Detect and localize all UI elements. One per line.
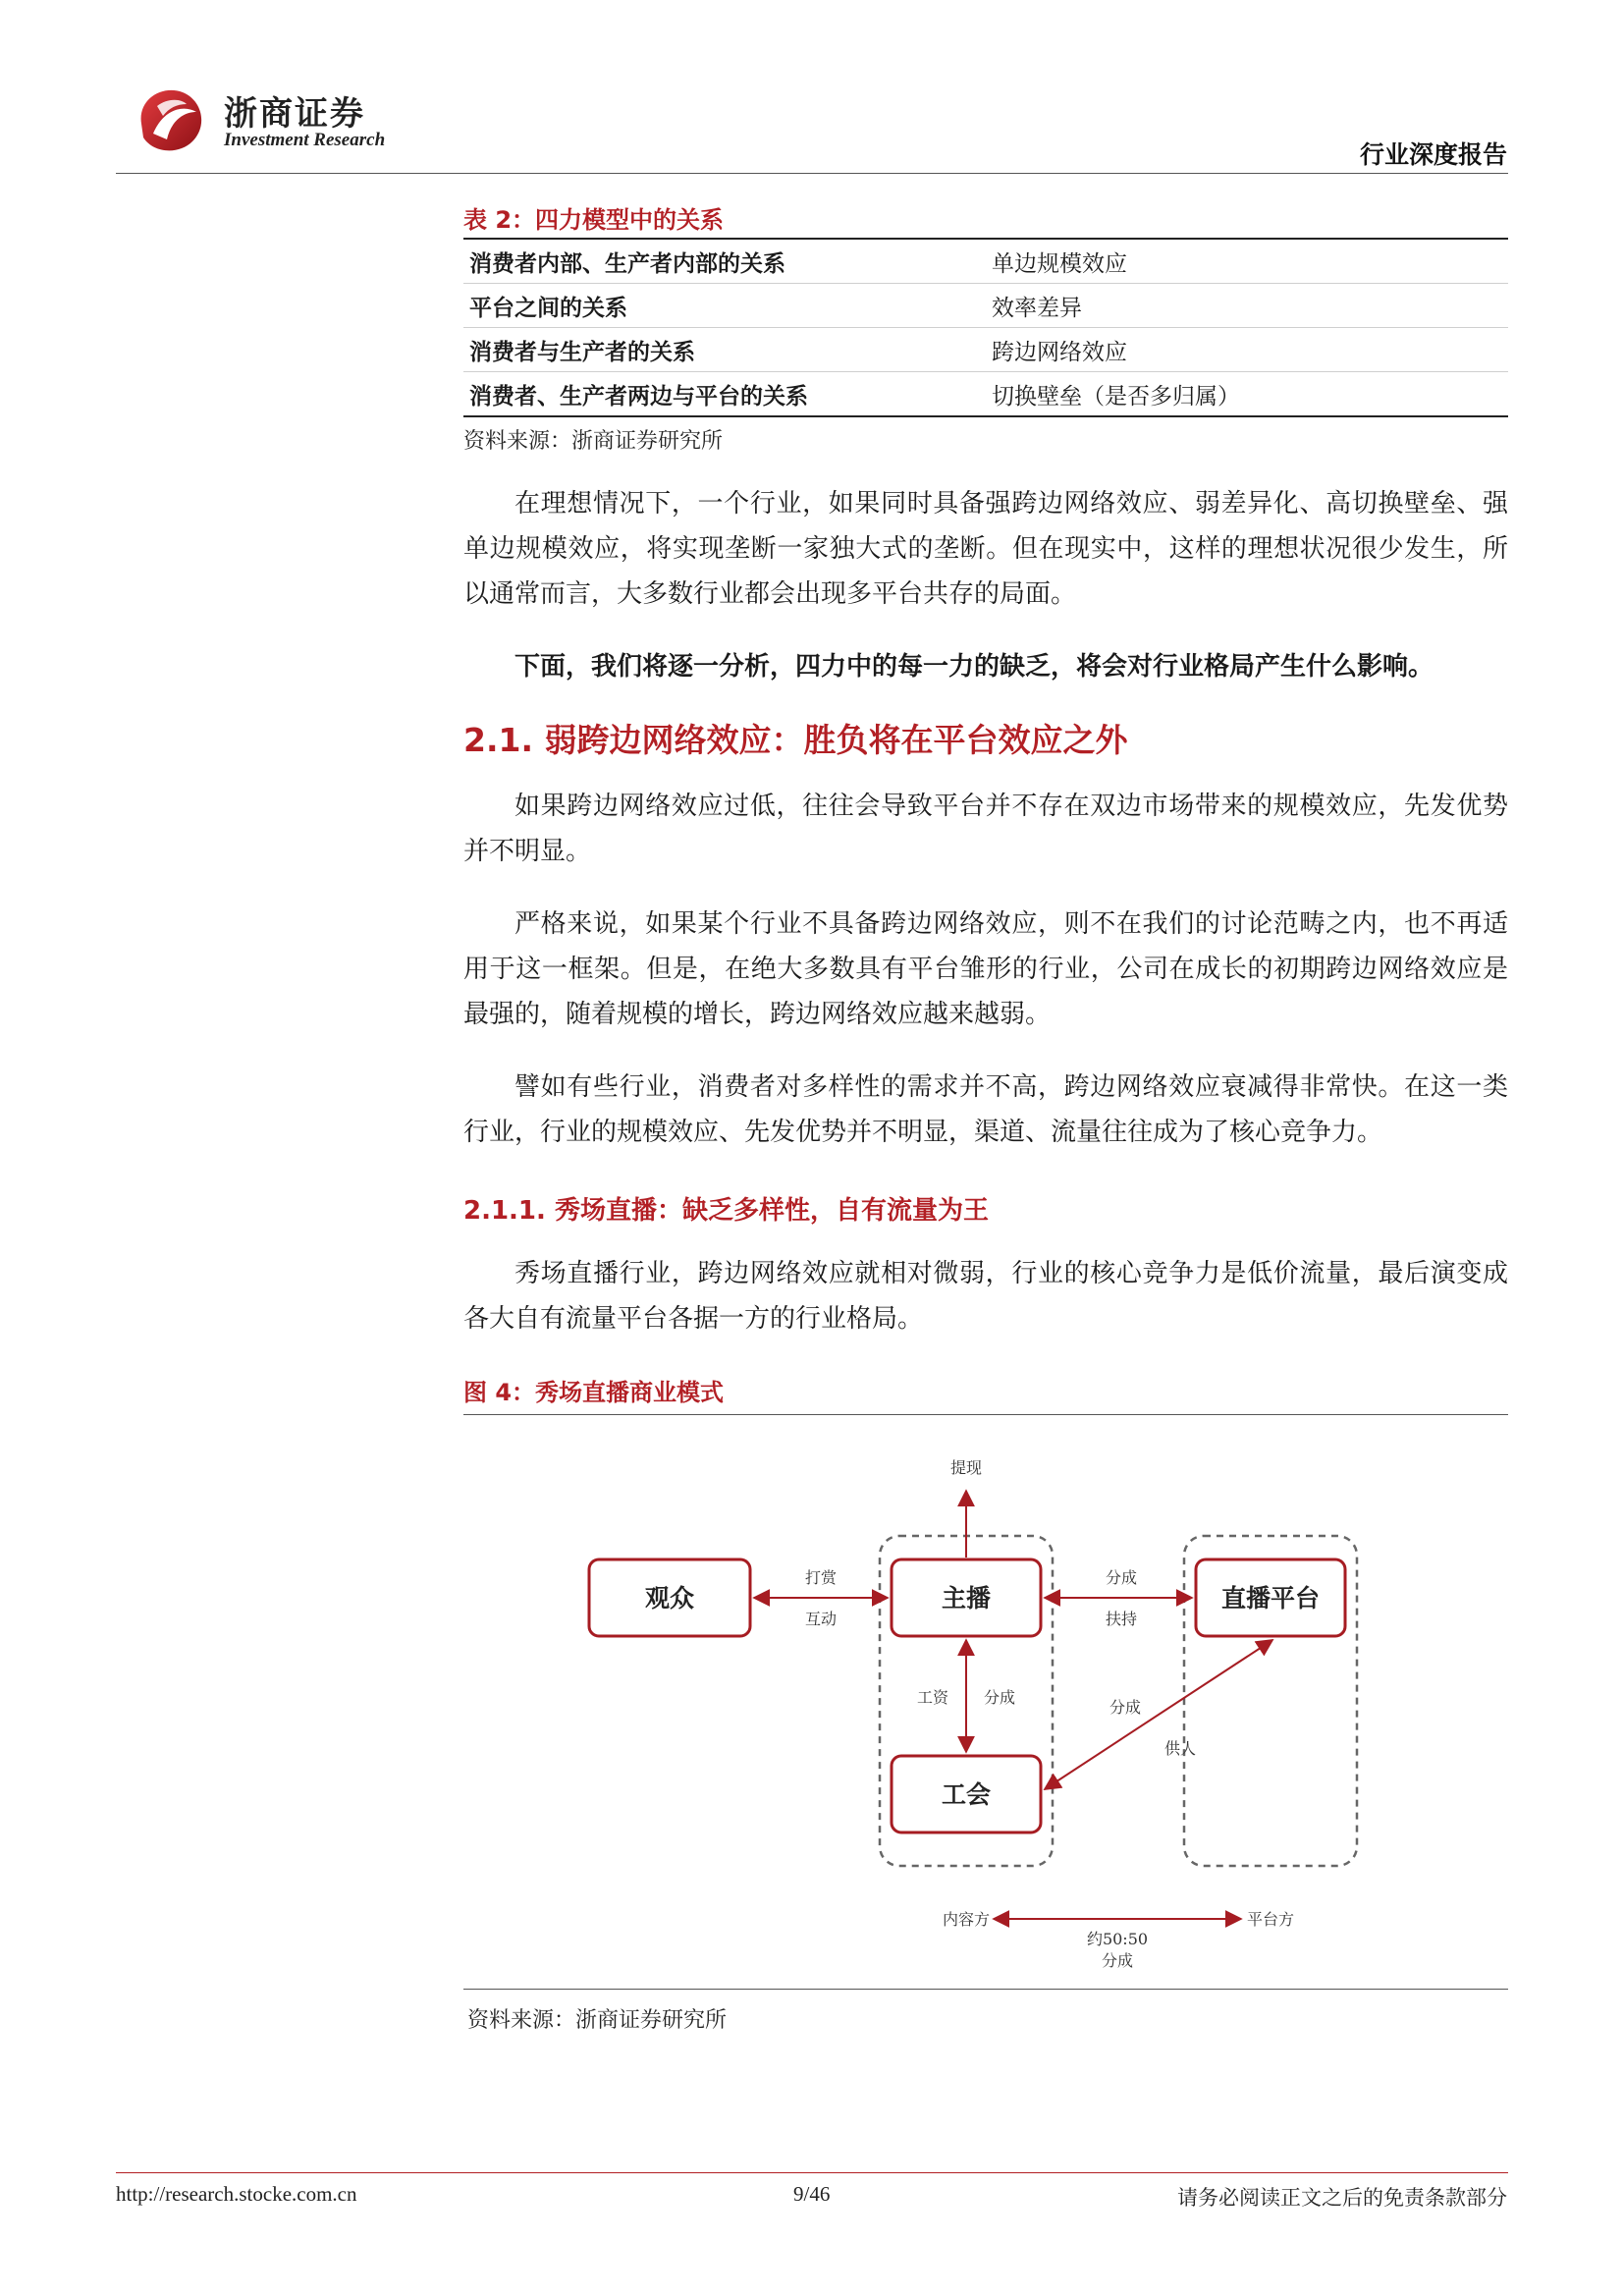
table-row: [463, 239, 1508, 284]
label-share-guild-platform: 分成: [1109, 1698, 1142, 1717]
node-audience-label: 观众: [644, 1584, 695, 1613]
label-supply: 供人: [1163, 1739, 1197, 1758]
label-split-word: 分成: [1101, 1951, 1134, 1970]
table-cell-relation: 消费者与生产者的关系: [463, 328, 986, 372]
node-anchor-label: 主播: [941, 1584, 992, 1613]
label-withdraw: 提现: [949, 1458, 983, 1477]
label-platform-side: 平台方: [1246, 1910, 1295, 1929]
business-model-diagram: [550, 1444, 1394, 1974]
section-heading-2-1: 2.1. 弱跨边网络效应：胜负将在平台效应之外: [463, 721, 1128, 759]
company-logo: [128, 77, 216, 165]
paragraph-ideal-case: 在理想情况下，一个行业，如果同时具备强跨边网络效应、弱差异化、高切换壁垒、强单边规模效应，将实现垄断一家独大式的垄断。但在现实中，这样的理想状况很少发生，所以通常而言，大多数行业都会出现多平台共存的局面。: [463, 489, 1508, 609]
label-tip: 打赏: [804, 1568, 838, 1587]
table-row: [463, 284, 1508, 328]
paragraph-diversity-demand: 譬如有些行业，消费者对多样性的需求并不高，跨边网络效应衰减得非常快。在这一类行业，行业的规模效应、先发优势并不明显，渠道、流量往往成为了核心竞争力。: [463, 1072, 1508, 1147]
relations-table: [463, 238, 1508, 417]
page-number: 9/46: [793, 2182, 831, 2206]
paragraph-framework-scope: 严格来说，如果某个行业不具备跨边网络效应，则不在我们的讨论范畴之内，也不再适用于这一框架。但是，在绝大多数具有平台雏形的行业，公司在成长的初期跨边网络效应是最强的，随着规模的增长，跨边网络效应越来越弱。: [463, 909, 1508, 1029]
node-platform-label: 直播平台: [1220, 1584, 1321, 1613]
disclaimer-note: 请务必阅读正文之后的免责条款部分: [1177, 2186, 1507, 2210]
label-split-ratio: 约50:50: [1086, 1930, 1149, 1948]
arrow-guild-platform: [1045, 1640, 1272, 1789]
figure-source: 资料来源：浙商证券研究所: [467, 2008, 728, 2033]
table-cell-relation: 消费者内部、生产者内部的关系: [463, 239, 986, 284]
table-row: [463, 372, 1508, 417]
table-source: 资料来源：浙商证券研究所: [463, 429, 724, 454]
table-cell-effect: 效率差异: [986, 284, 1508, 328]
figure-top-rule: [463, 1414, 1508, 1415]
table-cell-effect: 跨边网络效应: [986, 328, 1508, 372]
section-heading-2-1-1: 2.1.1. 秀场直播：缺乏多样性，自有流量为王: [463, 1196, 989, 1226]
table-cell-relation: 消费者、生产者两边与平台的关系: [463, 372, 986, 417]
brand-name-cn: 浙商证券: [224, 94, 365, 134]
label-share-guild-anchor: 分成: [984, 1688, 1016, 1707]
table-cell-relation: 平台之间的关系: [463, 284, 986, 328]
label-support: 扶持: [1105, 1610, 1138, 1628]
paragraph-low-network-effect: 如果跨边网络效应过低，往往会导致平台并不存在双边市场带来的规模效应，先发优势并不明显。: [463, 792, 1508, 866]
node-guild-label: 工会: [941, 1780, 992, 1809]
node-platform: [1196, 1559, 1345, 1636]
label-interact: 互动: [804, 1610, 838, 1628]
table-title: 表 2：四力模型中的关系: [463, 206, 725, 234]
label-share-anchor-platform: 分成: [1105, 1568, 1138, 1587]
table-row: [463, 328, 1508, 372]
footer-divider: [116, 2172, 1508, 2173]
label-salary: 工资: [916, 1688, 948, 1707]
report-type: 行业深度报告: [1359, 140, 1507, 169]
table-cell-effect: 单边规模效应: [986, 239, 1508, 284]
node-anchor: [892, 1559, 1041, 1636]
figure-title: 图 4：秀场直播商业模式: [463, 1379, 725, 1406]
paragraph-analysis-intro: 下面，我们将逐一分析，四力中的每一力的缺乏，将会对行业格局产生什么影响。: [514, 652, 1434, 682]
node-guild: [892, 1756, 1041, 1832]
footer-url-link[interactable]: http://research.stocke.com.cn: [116, 2182, 357, 2206]
node-audience: [589, 1559, 750, 1636]
brand-name-en: Investment Research: [224, 130, 386, 150]
header-divider: [116, 173, 1508, 174]
table-cell-effect: 切换壁垒（是否多归属）: [986, 372, 1508, 417]
paragraph-showroom-live: 秀场直播行业，跨边网络效应就相对微弱，行业的核心竞争力是低价流量，最后演变成各大自有流量平台各据一方的行业格局。: [463, 1259, 1508, 1334]
figure-bottom-rule: [463, 1989, 1508, 1990]
label-content-side: 内容方: [942, 1910, 991, 1929]
